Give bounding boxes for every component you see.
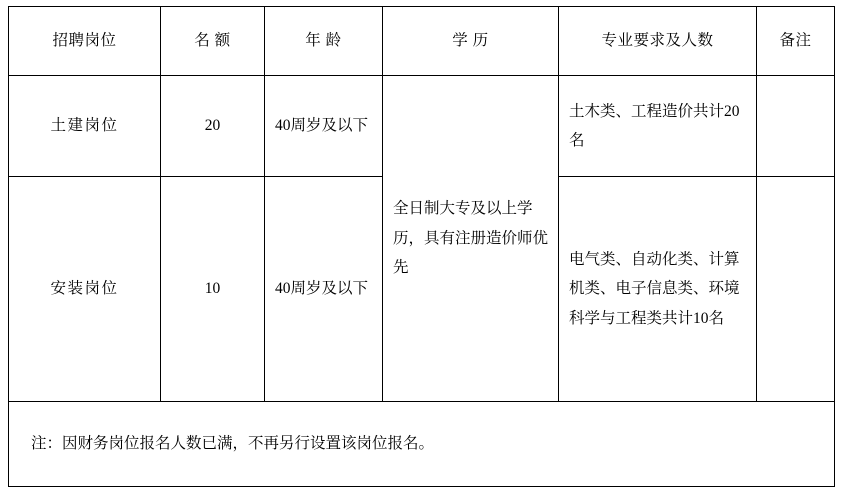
table-header	[9, 7, 835, 76]
column-header-remark: 备注	[757, 7, 835, 76]
cell-major: 土木类、工程造价共计20名	[559, 76, 757, 177]
recruitment-table	[8, 6, 835, 487]
column-header-post: 招聘岗位	[9, 7, 161, 76]
table-body	[9, 76, 835, 487]
cell-post: 土建岗位	[9, 76, 161, 177]
column-header-education: 学 历	[383, 7, 559, 76]
cell-quota: 20	[161, 76, 265, 177]
column-header-quota: 名 额	[161, 7, 265, 76]
column-header-age: 年 龄	[265, 7, 383, 76]
table-row	[9, 76, 835, 177]
cell-quota: 10	[161, 177, 265, 402]
cell-post: 安装岗位	[9, 177, 161, 402]
cell-age: 40周岁及以下	[265, 177, 383, 402]
cell-major: 电气类、自动化类、计算机类、电子信息类、环境科学与工程类共计10名	[559, 177, 757, 402]
cell-age: 40周岁及以下	[265, 76, 383, 177]
cell-remark	[757, 76, 835, 177]
cell-remark	[757, 177, 835, 402]
table-note: 注：因财务岗位报名人数已满，不再另行设置该岗位报名。	[9, 402, 835, 487]
table-note-row	[9, 402, 835, 487]
header-row	[9, 7, 835, 76]
column-header-major: 专业要求及人数	[559, 7, 757, 76]
cell-education: 全日制大专及以上学历，具有注册造价师优先	[383, 76, 559, 402]
